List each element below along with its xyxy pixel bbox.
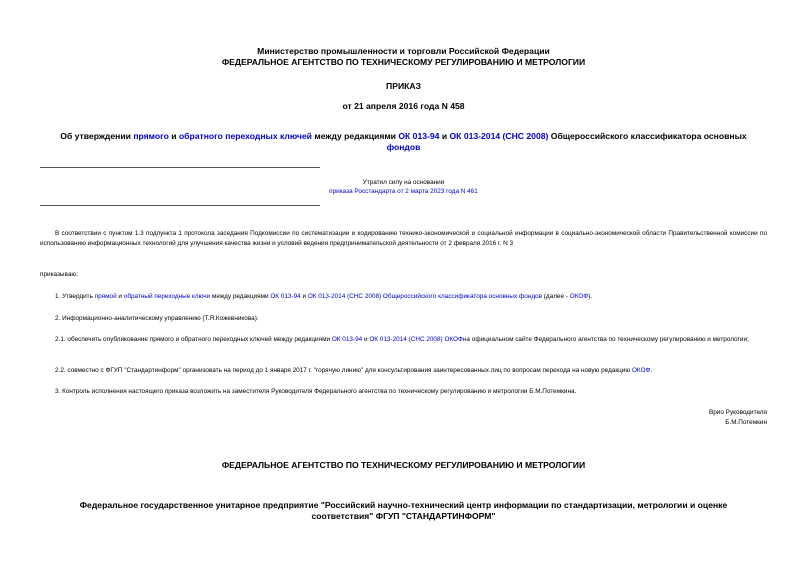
agency-name: ФЕДЕРАЛЬНОЕ АГЕНТСТВО ПО ТЕХНИЧЕСКОМУ РЕГУЛИРОВАНИЮ И МЕТРОЛОГИИ: [221, 57, 586, 67]
status-note: [290, 178, 517, 196]
title-link-funds[interactable]: фондов: [386, 142, 421, 152]
footer-agency: ФЕДЕРАЛЬНОЕ АГЕНТСТВО ПО ТЕХНИЧЕСКОМУ РЕГУЛИРОВАНИЮ И МЕТРОЛОГИИ: [221, 460, 586, 470]
item-1-text-c: между редакциями: [210, 293, 271, 300]
title-text-4: и: [439, 131, 450, 141]
item-1-link-ok-013-94[interactable]: ОК 013-94: [270, 293, 301, 300]
item-2-1: [40, 335, 767, 345]
item-3: 3. Контроль исполнения настоящего приказа возложить на заместителя Руководителя Федерального агентства по техническому регулированию и метрологии Б.М.Потемкина.: [55, 388, 577, 395]
item-1-link-direct[interactable]: прямой: [94, 293, 117, 300]
date-number: от 21 апреля 2016 года N 458: [342, 101, 465, 111]
item-1-text-e: (далее -: [542, 293, 570, 300]
item-1-link-okof[interactable]: ОКОФ: [569, 293, 589, 300]
orders-word: приказываю:: [40, 271, 78, 278]
signature-position: Врио Руководителя: [708, 409, 767, 416]
footer-enterprise: [40, 500, 767, 522]
item-1-link-reverse[interactable]: обратный переходные ключи: [123, 293, 211, 300]
item-2: 2. Информационно-аналитическому управлению (Т.Я.Кожевникова):: [55, 315, 259, 322]
footer-enterprise-line-1: Федеральное государственное унитарное предприятие "Российский научно-технический центр информации по стандартизации, метрологии и оценке: [79, 500, 728, 510]
item-1-text-b: и: [116, 293, 124, 300]
document-title: [40, 131, 767, 153]
status-link[interactable]: приказа Росстандарта от 2 марта 2023 года N 461: [329, 188, 478, 195]
title-link-reverse-keys[interactable]: обратного переходных ключей: [178, 131, 312, 141]
item-2-1-text-c: на официальном сайте Федерального агентства по техническому регулированию и метрологии;: [462, 336, 749, 343]
title-text-2: и: [168, 131, 179, 141]
item-1-text-a: 1. Утвердить: [55, 293, 95, 300]
item-2-1-text-a: 2.1. обеспечить опубликование прямого и обратного переходных ключей между редакциями: [55, 336, 332, 343]
intro-paragraph: В соответствии с пунктом 1.3 подпункта 1 протокола заседания Подкомиссии по систематизации и кодированию технико-экономической и социальной информации в социально-экономической области Правительственной комиссии по использованию информационных технологий для улучшения качества жизни и условий ведения предпринимательской деятельности от 2 февраля 2016 г. N 3: [40, 230, 767, 247]
item-2-2-link-okof[interactable]: ОКОФ: [631, 367, 651, 374]
item-2-2-text-a: 2.2. совместно с ФГУП "Стандартинформ" организовать на период до 1 января 2017 г. "горячую линию" для консультирования заинтересованных лиц по вопросам перехода на новую редакцию: [55, 367, 632, 374]
item-1-text-d: и: [300, 293, 308, 300]
title-text-5: Общероссийского классификатора основных: [548, 131, 747, 141]
ministry-name: Министерство промышленности и торговли Российской Федерации: [257, 46, 550, 56]
title-link-ok-013-2014[interactable]: ОК 013-2014 (СНС 2008): [449, 131, 549, 141]
footer-enterprise-line-2: соответствия" ФГУП "СТАНДАРТИНФОРМ": [311, 511, 496, 521]
doc-type: ПРИКАЗ: [386, 81, 421, 91]
divider-bottom: [40, 205, 320, 206]
item-2-1-link-ok-013-94[interactable]: ОК 013-94: [331, 336, 363, 343]
title-text-3: между редакциями: [311, 131, 399, 141]
item-2-1-text-b: и: [362, 336, 370, 343]
item-2-1-link-okof[interactable]: ОК 013-2014 (СНС 2008) ОКОФ: [369, 336, 463, 343]
signature-block: [709, 408, 767, 427]
item-1-link-ok-013-2014[interactable]: ОК 013-2014 (СНС 2008) Общероссийского классификатора основных фондов: [307, 293, 543, 300]
divider-top: [40, 167, 320, 168]
title-link-ok-013-94[interactable]: ОК 013-94: [398, 131, 440, 141]
title-link-direct[interactable]: прямого: [133, 131, 169, 141]
item-2-2-text-b: .: [650, 367, 653, 374]
item-1: [40, 292, 767, 302]
signature-name: Б.М.Потемкин: [725, 418, 767, 426]
title-text-1: Об утверждении: [60, 131, 134, 141]
item-2-2: [40, 366, 767, 376]
item-1-text-f: ).: [588, 293, 593, 300]
status-text: Утратил силу на основании: [362, 179, 445, 186]
